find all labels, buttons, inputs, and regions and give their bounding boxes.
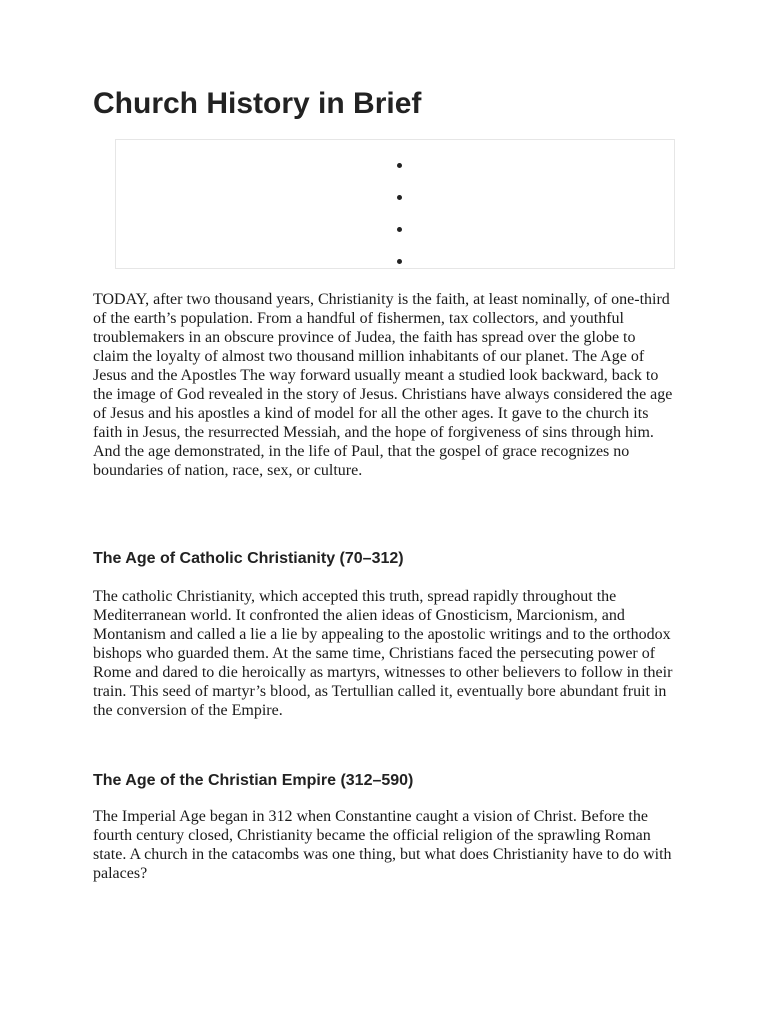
page-title: Church History in Brief bbox=[93, 87, 422, 120]
section-paragraph-christian-empire: The Imperial Age began in 312 when Constantine caught a vision of Christ. Before the fourth century closed, Christianity became the official religion of the sprawling Roman state. A church in the catacombs was one thing, but what does Christianity have to do with palaces? bbox=[93, 808, 672, 882]
bullet-icon bbox=[397, 163, 402, 168]
bullet-icon bbox=[397, 195, 402, 200]
bullet-icon bbox=[397, 227, 402, 232]
intro-paragraph: TODAY, after two thousand years, Christianity is the faith, at least nominally, of one-third of the earth’s population. From a handful of fishermen, tax collectors, and youthful troublemakers in an obscure province of Judea, the faith has spread over the globe to claim the loyalty of almost two thousand million inhabitants of our planet. The Age of Jesus and the Apostles The way forward usually meant a studied look backward, back to the image of God revealed in the story of Jesus. Christians have always considered the age of Jesus and his apostles a kind of model for all the other ages. It gave to the church its faith in Jesus, the resurrected Messiah, and the hope of forgiveness of sins through him. And the age demonstrated, in the life of Paul, that the gospel of grace recognizes no boundaries of nation, race, sex, or culture. bbox=[93, 291, 673, 479]
section-paragraph-catholic-christianity: The catholic Christianity, which accepted this truth, spread rapidly throughout the Mediterranean world. It confronted the alien ideas of Gnosticism, Marcionism, and Montanism and called a lie a lie by appealing to the apostolic writings and to the orthodox bishops who guarded them. At the same time, Christians faced the persecuting power of Rome and dared to die heroically as martyrs, witnesses to other believers to follow in their train. This seed of martyr’s blood, as Tertullian called it, eventually bore abundant fruit in the conversion of the Empire. bbox=[93, 588, 673, 719]
table-of-contents bbox=[115, 139, 675, 269]
toc-item[interactable] bbox=[116, 154, 674, 186]
toc-item[interactable] bbox=[116, 218, 674, 250]
toc-item[interactable] bbox=[116, 186, 674, 218]
bullet-icon bbox=[397, 259, 402, 264]
toc-item[interactable] bbox=[116, 250, 674, 282]
section-heading-catholic-christianity: The Age of Catholic Christianity (70–312) bbox=[93, 550, 404, 567]
section-heading-christian-empire: The Age of the Christian Empire (312–590) bbox=[93, 772, 414, 789]
toc-list bbox=[116, 154, 674, 282]
